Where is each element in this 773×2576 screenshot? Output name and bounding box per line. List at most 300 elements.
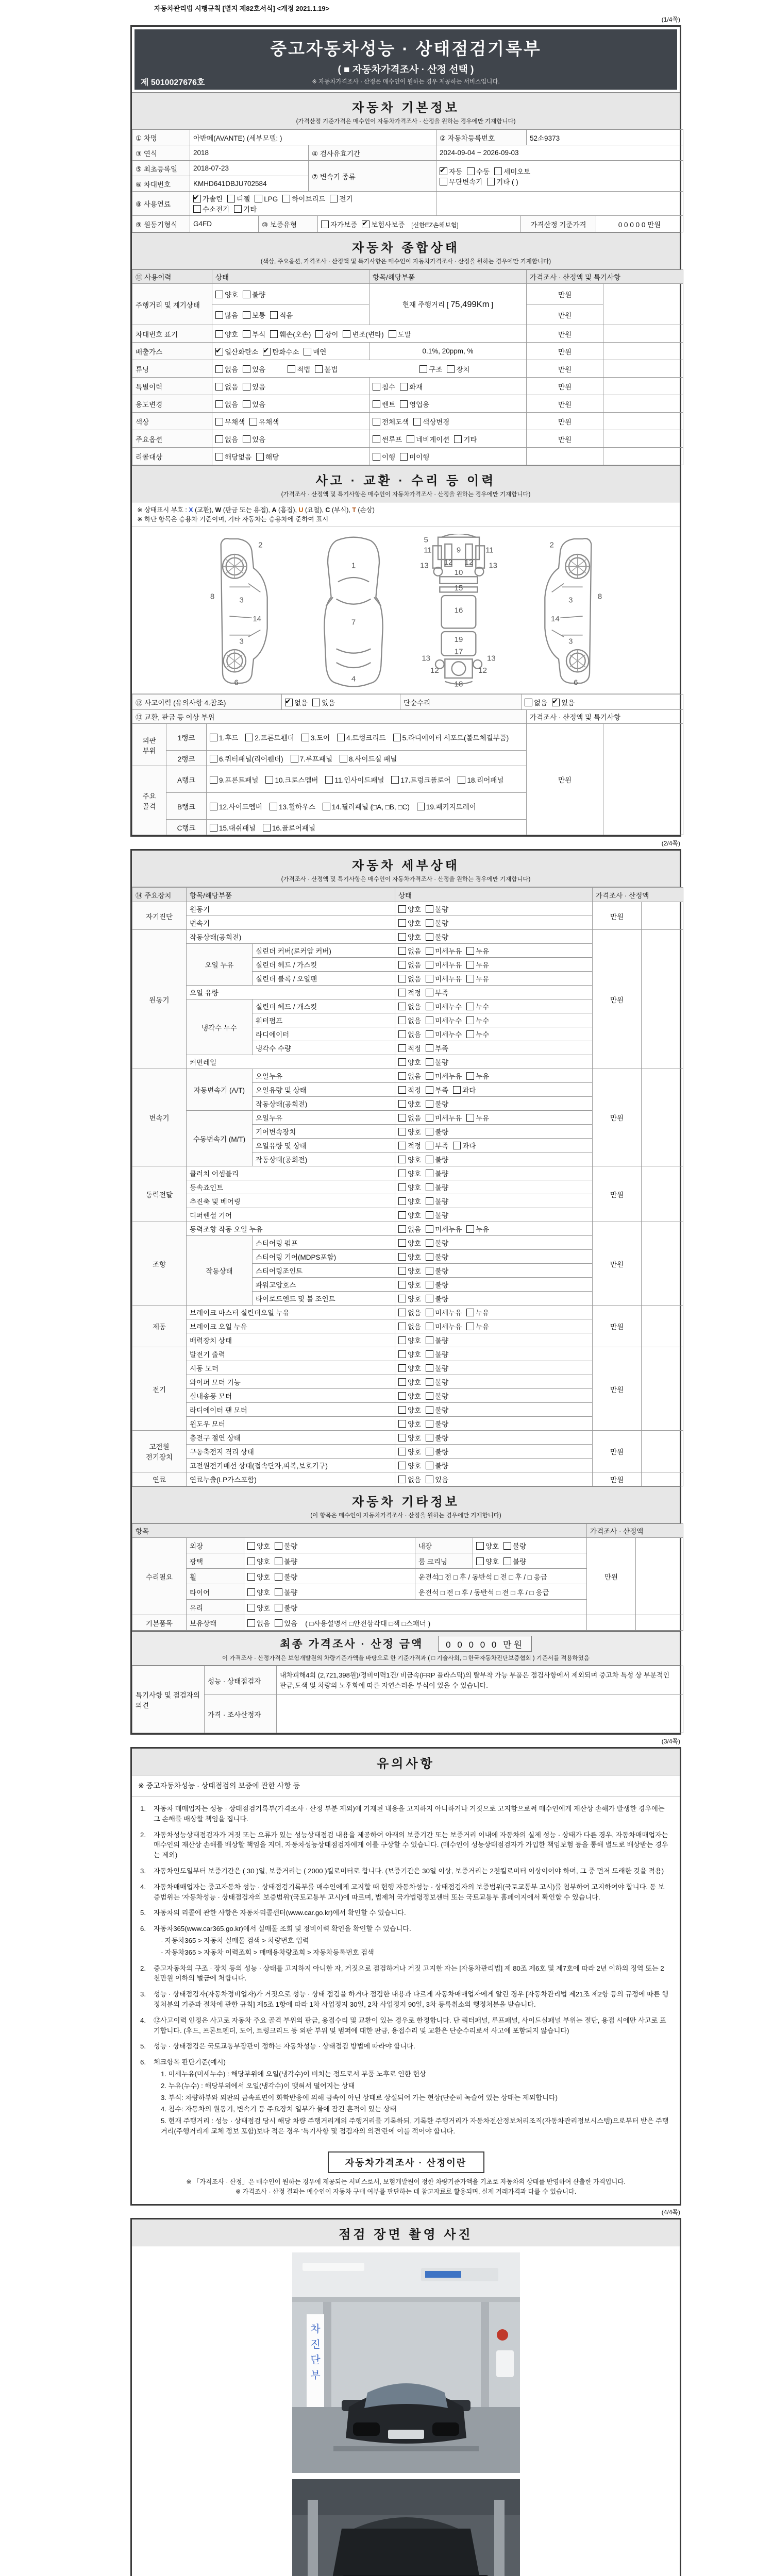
checkbox-option[interactable]: 불량	[426, 918, 448, 928]
device-sub-label: 냉각수 누수	[187, 999, 253, 1055]
checkbox-option[interactable]: 불량	[275, 1571, 297, 1582]
panel-checkbox-option[interactable]: 4.트렁크리드	[337, 734, 385, 742]
checkbox-option[interactable]: 없음	[215, 364, 238, 374]
checkbox	[398, 1225, 406, 1233]
checkbox-option[interactable]: 불량	[275, 1540, 297, 1551]
item-label: 충전구 절연 상태	[187, 1431, 395, 1445]
checkbox	[247, 1557, 255, 1565]
checkbox-option[interactable]: 상이	[315, 329, 338, 339]
checkbox-option[interactable]: 양호	[215, 329, 238, 339]
checkbox-option[interactable]: 불량	[426, 1377, 448, 1387]
checkbox-option[interactable]: 미세누유	[426, 945, 462, 956]
checkbox-option[interactable]: 양호	[476, 1556, 499, 1566]
checkbox	[400, 383, 408, 391]
checkbox-option[interactable]: 없음	[525, 697, 547, 707]
checkbox-option[interactable]: ✔ 보험사보증	[362, 219, 405, 229]
checkbox-option[interactable]: 없음	[247, 1618, 270, 1628]
panel-checkbox-option[interactable]: 2.프론트휀더	[245, 734, 294, 742]
checkbox-option[interactable]: 있음	[243, 399, 265, 409]
panel-checkbox-option[interactable]: 11.인사이드패널	[325, 776, 384, 784]
reg-no-label: ② 자동차등록번호	[436, 130, 527, 145]
checkbox-option[interactable]: 침수	[373, 381, 395, 392]
page4-box	[130, 2218, 681, 2576]
notices-intro: ※ 중고자동차성능 · 상태점검의 보증에 관한 사항 등	[132, 1775, 680, 1797]
rank-items	[207, 751, 527, 766]
checkbox-option[interactable]: 없음	[398, 1071, 421, 1081]
checkbox-option[interactable]: ✔ 있음	[552, 697, 575, 707]
checkbox	[398, 1058, 406, 1066]
checkbox-option[interactable]: 과다	[453, 1140, 476, 1150]
checkbox-option[interactable]: 양호	[398, 904, 421, 914]
checkbox-option[interactable]: 양호	[398, 1098, 421, 1109]
checkbox-option[interactable]: 불량	[243, 289, 265, 299]
checkbox-option[interactable]: 해당없음	[215, 451, 251, 462]
checkbox-option[interactable]: 있음	[243, 381, 265, 392]
checkbox-option[interactable]: 있음	[243, 364, 265, 374]
checkbox	[373, 435, 380, 443]
overall-header-usage: ⑪ 사용이력	[132, 270, 212, 284]
checkbox-option[interactable]: ✔ 탄화수소	[263, 346, 299, 357]
checkbox-option[interactable]: 미세누유	[426, 1071, 462, 1081]
diagram-part-number: 17	[454, 647, 463, 656]
checkbox-option[interactable]: ✔ 없음	[285, 697, 308, 707]
panel-checkbox-option[interactable]: 10.크로스멤버	[265, 776, 318, 784]
rank-table	[132, 723, 683, 835]
final-price-value: 0 0 0 0 0 만원	[438, 1636, 532, 1652]
checkbox	[193, 195, 201, 202]
final-price-note: 이 가격조사 · 산정가격은 보험개발원의 차량기준가액을 바탕으로 한 기준가격과 ( □ 기술사회, □ 한국자동차진단보증협회 ) 기준서를 적용하였음	[222, 1655, 590, 1662]
checkbox-option[interactable]: 양호	[398, 1432, 421, 1443]
checkbox-option[interactable]: 불량	[426, 1335, 448, 1345]
final-price-banner	[132, 1631, 680, 1666]
checkbox-option[interactable]: 자가보증	[321, 219, 357, 229]
checkbox-option[interactable]: 누유	[466, 1307, 489, 1317]
checkbox-option[interactable]: 없음	[398, 945, 421, 956]
checkbox-option[interactable]: LPG	[255, 195, 278, 203]
checkbox-option[interactable]: 양호	[398, 918, 421, 928]
checkbox-option[interactable]: 누수	[466, 1029, 489, 1039]
checkbox-option[interactable]: 세미오토	[494, 166, 530, 176]
device-group-label: 제동	[132, 1306, 187, 1347]
detail-header-price: 가격조사 · 산정액	[593, 888, 683, 902]
checkbox-option[interactable]: 전기	[330, 193, 352, 204]
item-label: 변속기	[187, 916, 395, 930]
item-label: 오일 유량	[187, 986, 395, 999]
checkbox-option[interactable]: 양호	[398, 1418, 421, 1429]
checkbox-option[interactable]: 미세누유	[426, 1112, 462, 1123]
checkbox-option[interactable]: 미세누유	[426, 973, 462, 984]
checkbox-option[interactable]: 불량	[426, 1446, 448, 1456]
checkbox-option[interactable]: 화재	[400, 381, 423, 392]
checkbox-option[interactable]: 불량	[426, 1391, 448, 1401]
checkbox-option[interactable]: 양호	[398, 1279, 421, 1290]
state-options	[395, 1403, 593, 1417]
panel-checkbox-option[interactable]: 13.휠하우스	[270, 803, 315, 811]
checkbox-option[interactable]: 불량	[426, 1265, 448, 1276]
checkbox-option[interactable]: 양호	[398, 1126, 421, 1137]
checkbox-option[interactable]: 없음	[398, 1001, 421, 1011]
checkbox	[312, 699, 320, 706]
checkbox-option[interactable]: 누유	[466, 1224, 489, 1234]
checkbox-option[interactable]: 양호	[476, 1540, 499, 1551]
checkbox	[426, 1086, 433, 1094]
checkbox-option[interactable]: 적정	[398, 987, 421, 997]
checkbox-option[interactable]: 양호	[398, 1349, 421, 1359]
checkbox-option[interactable]: 불량	[426, 1182, 448, 1192]
checkbox-option[interactable]: 불량	[503, 1540, 526, 1551]
notes-cell	[642, 1472, 683, 1486]
rank-label: C랭크	[166, 820, 207, 835]
detail-header-item: 항목/해당부품	[187, 888, 395, 902]
checkbox-option[interactable]: 양호	[398, 1377, 421, 1387]
checkbox-option[interactable]: 미세누수	[426, 1029, 462, 1039]
checkbox-option[interactable]: 양호	[398, 1196, 421, 1206]
checkbox-option[interactable]: 있음	[312, 697, 335, 707]
state-options	[395, 1013, 593, 1027]
checkbox-option[interactable]: 불량	[426, 931, 448, 942]
checkbox-option[interactable]: ✔가솔린	[193, 193, 223, 204]
checkbox-option[interactable]: 불량	[426, 1210, 448, 1220]
checkbox-option[interactable]: 없음	[398, 1029, 421, 1039]
diagram-part-number: 3	[239, 596, 244, 605]
checkbox-option[interactable]: 디젤	[227, 193, 250, 204]
checkbox-option[interactable]: 미세누유	[426, 1321, 462, 1331]
item-label: 브레이크 마스터 실린더오일 누유	[187, 1306, 395, 1319]
state-options	[212, 395, 369, 413]
checkbox-option[interactable]: 양호	[247, 1602, 270, 1613]
checkbox-option[interactable]: 불량	[426, 1154, 448, 1164]
item-label: 등속죠인트	[187, 1180, 395, 1194]
checkbox-option[interactable]: 불량	[426, 1196, 448, 1206]
checkbox-option[interactable]: ✔자동	[440, 166, 462, 176]
checkbox-option[interactable]: 양호	[398, 1391, 421, 1401]
checkbox	[275, 1604, 282, 1612]
checkbox	[426, 933, 433, 941]
state-options	[473, 1553, 587, 1569]
diagram-part-number: 8	[210, 592, 214, 601]
checkbox-option[interactable]: 양호	[398, 1182, 421, 1192]
checkbox	[487, 178, 495, 185]
checkbox	[275, 1542, 282, 1550]
checkbox-option[interactable]: 불량	[275, 1587, 297, 1597]
panel-checkbox-option[interactable]: 6.쿼터패널(리어휀더)	[210, 755, 283, 763]
checkbox-option[interactable]: 기타	[454, 434, 477, 444]
state-options	[395, 1027, 593, 1041]
panel-group-label: 주요 골격	[132, 766, 166, 835]
state-options	[212, 413, 369, 430]
checkbox-option[interactable]: 없음	[398, 1321, 421, 1331]
checkbox-option[interactable]: 양호	[398, 1335, 421, 1345]
state-options	[395, 1208, 593, 1222]
panel-checkbox-option[interactable]: 12.사이드멤버	[210, 803, 262, 811]
checkbox-option[interactable]: 기타 ( )	[487, 176, 518, 187]
checkbox-option[interactable]: 불량	[426, 1279, 448, 1290]
checkbox-option[interactable]: 불량	[503, 1556, 526, 1566]
checkbox-option[interactable]: 부족	[426, 1084, 448, 1095]
checkbox-option[interactable]: 영업용	[400, 399, 429, 409]
checkbox-option[interactable]: 네비게이션	[407, 434, 449, 444]
checkbox-option[interactable]: 없음	[398, 959, 421, 970]
svg-text:단: 단	[310, 2354, 321, 2366]
checkbox-option[interactable]: 적음	[270, 310, 293, 320]
checkbox-option[interactable]: 양호	[398, 1154, 421, 1164]
checkbox	[243, 400, 250, 408]
checkbox-option[interactable]: 양호	[247, 1556, 270, 1566]
checkbox-option[interactable]: 양호	[215, 289, 238, 299]
item-label: 클러치 어셈블리	[187, 1166, 395, 1180]
checkbox-option[interactable]: 기타	[234, 204, 257, 214]
price-cell: 만원	[593, 1166, 642, 1222]
page2-box	[130, 849, 681, 1735]
checkbox-option[interactable]: 불량	[426, 1460, 448, 1470]
state-options	[395, 1166, 593, 1180]
checkbox-option[interactable]: 부족	[426, 987, 448, 997]
checkbox-option[interactable]: 양호	[247, 1587, 270, 1597]
checkbox	[398, 1462, 406, 1469]
checkbox-option[interactable]: 부식	[243, 329, 265, 339]
checkbox-option[interactable]: 없음	[398, 1112, 421, 1123]
checkbox	[398, 1323, 406, 1330]
checkbox-option[interactable]: 이행	[373, 451, 395, 462]
checkbox	[234, 205, 242, 213]
checkbox-option[interactable]: 양호	[398, 931, 421, 942]
checkbox	[398, 947, 406, 955]
checkbox	[215, 400, 223, 408]
car-name-label: ① 차명	[132, 130, 190, 145]
notices-section-header	[132, 1749, 680, 1775]
notice-item: 1. 자동차 매매업자는 성능 · 상태점검기록부(가격조사 · 산정 부분 제외)에 기재된 내용을 고지하지 아니하거나 거짓으로 고지함으로써 매수인에게 재산상 손해가 발생한 경우에는 그 손해를 배상할 책임을 집니다.	[140, 1805, 665, 1823]
checkbox-option[interactable]: 없음	[398, 1224, 421, 1234]
panel-checkbox-option[interactable]: 3.도어	[301, 734, 330, 742]
base-price-label: 가격산정 기준가격	[521, 216, 596, 232]
panel-checkbox-option[interactable]: 9.프론트패널	[210, 776, 258, 784]
checkbox	[315, 365, 323, 373]
checkbox-option[interactable]: 부족	[426, 1140, 448, 1150]
checkbox-option[interactable]: 하이브리드	[282, 193, 325, 204]
checkbox-option[interactable]: 불량	[426, 1251, 448, 1262]
final-price-label: 최종 가격조사 · 산정 금액	[280, 1638, 424, 1650]
checkbox-option[interactable]: 누유	[466, 1112, 489, 1123]
checkbox-option[interactable]: 있음	[426, 1474, 448, 1484]
fuel-label: ⑧ 사용연료	[132, 192, 190, 216]
checkbox-option[interactable]: 렌트	[373, 399, 395, 409]
item-label: 냉각수 수량	[253, 1041, 395, 1055]
checkbox-option[interactable]: 없음	[215, 399, 238, 409]
checkbox-option[interactable]: 불량	[426, 1363, 448, 1373]
checkbox-option[interactable]: 없음	[398, 1015, 421, 1025]
panel-checkbox-option[interactable]: 16.플로어패널	[263, 824, 315, 832]
item-label: 오일유량 및 상태	[253, 1139, 395, 1153]
panel-checkbox-option[interactable]: 15.대쉬패널	[210, 824, 256, 832]
detail-header-state: 상태	[395, 888, 593, 902]
panel-checkbox-option[interactable]: 8.사이드실 패널	[340, 755, 397, 763]
checkbox-option[interactable]: 훼손(오손)	[270, 329, 311, 339]
price-cell: 만원	[527, 395, 603, 413]
checkbox-option[interactable]: 없음	[215, 434, 238, 444]
checkbox-option[interactable]: 불량	[426, 1404, 448, 1415]
legend-line-1: ※ 상태표시 부호 : X (교환), W (판금 또는 용접), A (흠집), U (요철), C (부식), T (손상)	[137, 506, 375, 514]
checkbox-option[interactable]: 수소전기	[193, 204, 229, 214]
price-cell: 만원	[593, 930, 642, 1069]
checkbox	[215, 291, 223, 298]
checkbox-option[interactable]: 양호	[398, 1251, 421, 1262]
first-reg-label: ⑤ 최초등록일	[132, 161, 190, 176]
checkbox-option[interactable]: 적정	[398, 1084, 421, 1095]
checkbox-option[interactable]: 부족	[426, 1043, 448, 1053]
checkbox-option[interactable]: 적정	[398, 1043, 421, 1053]
checkbox-option[interactable]: 불량	[426, 1432, 448, 1443]
panel-checkbox-option[interactable]: 5.라디에이터 서포트(볼트체결부품)	[393, 734, 509, 742]
item-options	[369, 430, 527, 448]
rank-items	[207, 793, 527, 820]
checkbox-option[interactable]: 누유	[466, 973, 489, 984]
diagram-part-number: 19	[454, 635, 463, 644]
checkbox-option[interactable]: 불량	[275, 1602, 297, 1613]
checkbox-option[interactable]: 불량	[426, 1168, 448, 1178]
checkbox-option[interactable]: 유채색	[249, 416, 279, 427]
checkbox-option[interactable]: 양호	[398, 1168, 421, 1178]
checkbox-option[interactable]: 불량	[275, 1556, 297, 1566]
inspector-label: 성능 · 상태점검자	[205, 1666, 277, 1695]
item-label: 실내송풍 모터	[187, 1389, 395, 1403]
checkbox-option[interactable]: 누수	[466, 1015, 489, 1025]
checkbox-option[interactable]: 양호	[247, 1571, 270, 1582]
checkbox-option[interactable]: 양호	[247, 1540, 270, 1551]
checkbox-option[interactable]: 누유	[466, 959, 489, 970]
checkbox-option[interactable]: 해당	[256, 451, 279, 462]
panel-checkbox-option[interactable]: 7.루프패널	[291, 755, 332, 763]
checkbox-option[interactable]: 불량	[426, 1126, 448, 1137]
checkbox-option[interactable]: 양호	[398, 1446, 421, 1456]
device-group-label: 전기	[132, 1347, 187, 1431]
panel-checkbox-option[interactable]: 14.필러패널 (□A, □B, □C)	[323, 803, 410, 811]
checkbox	[466, 1225, 474, 1233]
checkbox-option[interactable]: 미세누유	[426, 1307, 462, 1317]
price-cell: 만원	[527, 360, 603, 378]
checkbox-option[interactable]: 변조(변타)	[343, 329, 383, 339]
checkbox-option[interactable]: 불량	[426, 1098, 448, 1109]
checkbox-option[interactable]: 불량	[426, 904, 448, 914]
checkbox-option[interactable]: 양호	[398, 1057, 421, 1067]
checkbox	[426, 1364, 433, 1372]
item-label: 디퍼렌셜 기어	[187, 1208, 395, 1222]
checkbox-option[interactable]: 누유	[466, 1321, 489, 1331]
checkbox	[476, 1557, 484, 1565]
checkbox-option[interactable]: 불량	[426, 1349, 448, 1359]
checkbox-option[interactable]: 구조	[419, 364, 442, 374]
checkbox-option[interactable]: 적정	[398, 1140, 421, 1150]
state-options	[395, 944, 593, 958]
checkbox-option[interactable]: 무단변속기	[440, 176, 482, 187]
state-options	[212, 284, 369, 304]
appraiser-label: 가격 · 조사산정자	[205, 1695, 277, 1733]
checkbox-option[interactable]: 누유	[466, 945, 489, 956]
checkbox	[398, 975, 406, 982]
checkbox-option[interactable]: 양호	[398, 1265, 421, 1276]
checkbox-option[interactable]: 무채색	[215, 416, 245, 427]
basic-info-table-2	[132, 215, 683, 232]
checkbox-option[interactable]: 미이행	[400, 451, 429, 462]
repair-item-label: 외장	[187, 1538, 244, 1553]
checkbox-option[interactable]: 불법	[315, 364, 338, 374]
panel-checkbox-option[interactable]: 19.패키지트레이	[417, 803, 476, 811]
checkbox-option[interactable]: 누유	[466, 1071, 489, 1081]
checkbox-option[interactable]: 양호	[398, 1293, 421, 1303]
diagram-part-number: 14	[550, 615, 560, 623]
checkbox-option[interactable]: 없음	[398, 1474, 421, 1484]
simple-repair-options	[522, 694, 683, 710]
checkbox-option[interactable]: 없음	[215, 381, 238, 392]
document-subtitle: ( ■ 자동차가격조사 · 산정 선택 )	[338, 64, 474, 75]
checkbox-option[interactable]: 있음	[275, 1618, 297, 1628]
checkbox	[503, 1557, 511, 1565]
checkbox-option[interactable]: 양호	[398, 1460, 421, 1470]
rank-items	[207, 820, 527, 835]
checkbox-option[interactable]: 미세누유	[426, 1224, 462, 1234]
checkbox-option[interactable]: 미세누수	[426, 1001, 462, 1011]
wheel-position-options: 운전석 □ 전 □ 후 / 동반석 □ 전 □ 후 / □ 응급	[415, 1584, 587, 1600]
checkbox	[243, 383, 250, 391]
checkbox-option[interactable]: 양호	[398, 1363, 421, 1373]
diagram-part-number: 15	[454, 584, 463, 592]
checkbox-option[interactable]: 미세누수	[426, 1015, 462, 1025]
checkbox-option[interactable]: 있음	[243, 434, 265, 444]
checkbox-option[interactable]: 전체도색	[373, 416, 409, 427]
panel-checkbox-option[interactable]: 1.후드	[210, 734, 238, 742]
checkbox	[398, 1197, 406, 1205]
checkbox-option[interactable]: 많음	[215, 310, 238, 320]
accident-note: (가격조사 · 산정액 및 특기사항은 매수인이 자동차가격조사 · 산정을 원하는 경우에만 기재합니다)	[281, 492, 531, 498]
panel-checkbox-option[interactable]: 17.트렁크플로어	[391, 776, 450, 784]
checkbox-option[interactable]: 매연	[304, 346, 326, 357]
checkbox	[400, 400, 408, 408]
checkbox-option[interactable]: 없음	[398, 1307, 421, 1317]
checkbox-option[interactable]: 불량	[426, 1238, 448, 1248]
fuel-empty-cell	[436, 192, 683, 216]
checkbox	[426, 1378, 433, 1386]
checkbox-option[interactable]: 과다	[453, 1084, 476, 1095]
checkbox	[270, 330, 278, 338]
checkbox-option[interactable]: 불량	[426, 1293, 448, 1303]
checkbox-option[interactable]: 미세누유	[426, 959, 462, 970]
transmission-label: ⑦ 변속기 종류	[309, 161, 436, 192]
checkbox-option[interactable]: 적법	[288, 364, 310, 374]
item-label: 윈도우 모터	[187, 1417, 395, 1431]
checkbox-option[interactable]: ✔ 일산화탄소	[215, 346, 258, 357]
checkbox-option[interactable]: 누수	[466, 1001, 489, 1011]
panel-checkbox-option[interactable]: 18.리어패널	[458, 776, 503, 784]
checkbox-option[interactable]: 도말	[389, 329, 411, 339]
checkbox-option[interactable]: 없음	[398, 973, 421, 984]
checkbox-option[interactable]: 양호	[398, 1210, 421, 1220]
checkbox-option[interactable]: 보통	[243, 310, 265, 320]
checkbox-option[interactable]: 장치	[447, 364, 469, 374]
checkbox-option[interactable]: 수동	[467, 166, 490, 176]
checkbox-option[interactable]: 양호	[398, 1404, 421, 1415]
checkbox	[398, 1281, 406, 1289]
checkbox-option[interactable]: 불량	[426, 1057, 448, 1067]
checkbox-option[interactable]: 불량	[426, 1418, 448, 1429]
checkbox-option[interactable]: 양호	[398, 1238, 421, 1248]
checkbox	[243, 291, 250, 298]
extra-header-price: 가격조사 · 산정액	[587, 1524, 683, 1538]
checkbox-option[interactable]: 썬루프	[373, 434, 402, 444]
checkbox	[426, 1058, 433, 1066]
checkbox	[398, 1156, 406, 1163]
checkbox-option[interactable]: 색상변경	[413, 416, 449, 427]
usage-label: 색상	[132, 413, 212, 430]
item-label: 동력조향 작동 오일 누유	[187, 1222, 395, 1236]
